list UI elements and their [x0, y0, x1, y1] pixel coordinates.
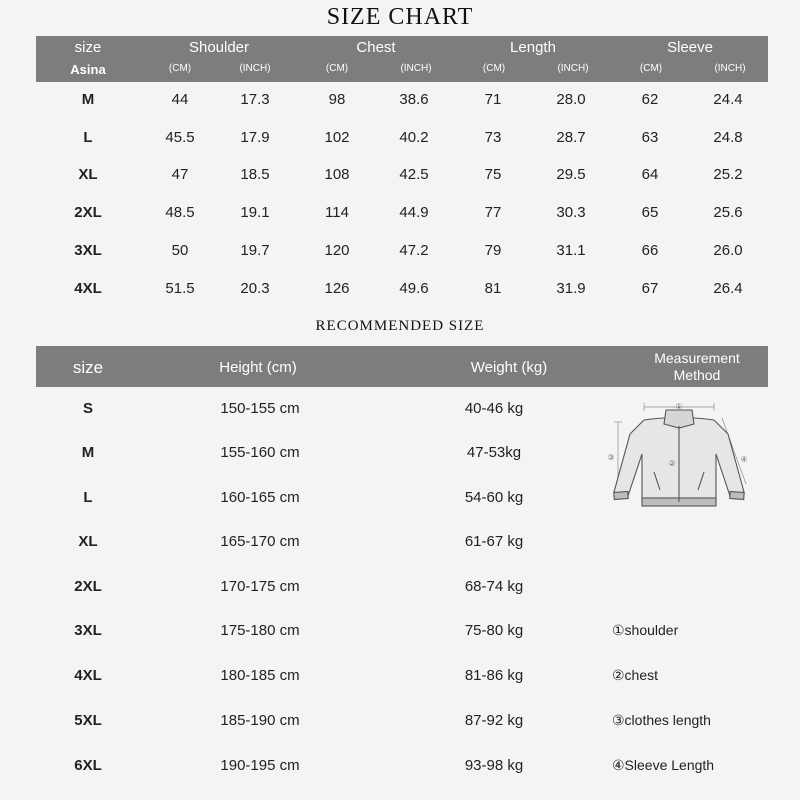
header-brand-label: Asina: [70, 62, 106, 77]
value-cell: 66: [641, 242, 659, 259]
value-cell: 42.5: [399, 166, 429, 183]
diagram-mark-sleeve: ④: [740, 455, 748, 464]
header-method-line1: Measurement: [654, 350, 740, 366]
header-unit: (CM): [482, 63, 506, 74]
size-cell: 2XL: [74, 204, 102, 221]
size-cell: L: [83, 489, 93, 506]
header-unit: (INCH): [239, 63, 271, 74]
size-cell: 4XL: [74, 280, 102, 297]
height-cell: 190-195 cm: [220, 757, 300, 774]
value-cell: 28.0: [556, 91, 586, 108]
size-cell: 5XL: [74, 712, 102, 729]
weight-cell: 75-80 kg: [464, 622, 524, 639]
value-cell: 63: [641, 129, 659, 146]
value-cell: 114: [325, 204, 349, 221]
header-unit: (CM): [168, 63, 192, 74]
weight-cell: 54-60 kg: [464, 489, 524, 506]
value-cell: 20.3: [240, 280, 270, 297]
value-cell: 25.2: [713, 166, 743, 183]
size-cell: M: [81, 444, 95, 461]
height-cell: 185-190 cm: [220, 712, 300, 729]
value-cell: 45.5: [165, 129, 195, 146]
header-group-length: Length: [510, 39, 556, 56]
weight-cell: 68-74 kg: [464, 578, 524, 595]
value-cell: 73: [484, 129, 502, 146]
value-cell: 79: [484, 242, 502, 259]
size-cell: 6XL: [74, 757, 102, 774]
value-cell: 47: [171, 166, 189, 183]
value-cell: 44.9: [399, 204, 429, 221]
height-cell: 170-175 cm: [220, 578, 300, 595]
value-cell: 64: [641, 166, 659, 183]
header-unit: (INCH): [557, 63, 589, 74]
jacket-measurement-diagram: [604, 398, 754, 518]
value-cell: 108: [324, 166, 350, 183]
value-cell: 67: [641, 280, 659, 297]
value-cell: 47.2: [399, 242, 429, 259]
header-method-line2: Method: [673, 367, 721, 383]
value-cell: 31.1: [556, 242, 586, 259]
size-chart-header: [36, 36, 768, 82]
value-cell: 51.5: [165, 280, 195, 297]
height-cell: 165-170 cm: [220, 533, 300, 550]
value-cell: 19.1: [240, 204, 270, 221]
header-unit: (INCH): [400, 63, 432, 74]
value-cell: 44: [171, 91, 189, 108]
value-cell: 26.0: [713, 242, 743, 259]
value-cell: 102: [324, 129, 350, 146]
value-cell: 75: [484, 166, 502, 183]
size-cell: 3XL: [74, 622, 102, 639]
value-cell: 48.5: [165, 204, 195, 221]
height-cell: 175-180 cm: [220, 622, 300, 639]
weight-cell: 87-92 kg: [464, 712, 524, 729]
diagram-mark-chest: ②: [668, 459, 676, 468]
weight-cell: 40-46 kg: [464, 400, 524, 417]
size-cell: 4XL: [74, 667, 102, 684]
weight-cell: 93-98 kg: [464, 757, 524, 774]
header-group-shoulder: Shoulder: [188, 39, 250, 56]
weight-cell: 81-86 kg: [464, 667, 524, 684]
value-cell: 19.7: [240, 242, 270, 259]
size-chart-title: SIZE CHART: [326, 4, 474, 30]
value-cell: 25.6: [713, 204, 743, 221]
value-cell: 24.8: [713, 129, 743, 146]
value-cell: 62: [641, 91, 659, 108]
weight-cell: 61-67 kg: [464, 533, 524, 550]
value-cell: 49.6: [399, 280, 429, 297]
value-cell: 50: [171, 242, 189, 259]
value-cell: 77: [484, 204, 502, 221]
header-height: Height (cm): [219, 359, 297, 376]
value-cell: 38.6: [399, 91, 429, 108]
legend-sleeve-length: ④Sleeve Length: [612, 757, 715, 773]
value-cell: 17.3: [240, 91, 270, 108]
header-group-chest: Chest: [356, 39, 396, 56]
height-cell: 160-165 cm: [220, 489, 300, 506]
height-cell: 155-160 cm: [220, 444, 300, 461]
value-cell: 30.3: [556, 204, 586, 221]
header-size-label: size: [74, 39, 102, 56]
size-cell: 3XL: [74, 242, 102, 259]
size-cell: L: [83, 129, 93, 146]
header-unit: (CM): [325, 63, 349, 74]
recommended-header: [36, 346, 768, 387]
value-cell: 98: [328, 91, 346, 108]
value-cell: 120: [324, 242, 350, 259]
legend-shoulder: ①shoulder: [612, 622, 679, 638]
header-weight: Weight (kg): [470, 359, 548, 376]
size-cell: XL: [78, 166, 98, 183]
value-cell: 17.9: [240, 129, 270, 146]
header-group-sleeve: Sleeve: [667, 39, 713, 56]
size-cell: M: [81, 91, 95, 108]
value-cell: 65: [641, 204, 659, 221]
header-unit: (INCH): [714, 63, 746, 74]
value-cell: 40.2: [399, 129, 429, 146]
value-cell: 24.4: [713, 91, 743, 108]
legend-chest: ②chest: [612, 667, 659, 683]
value-cell: 71: [484, 91, 502, 108]
recommended-size-title: RECOMMENDED SIZE: [315, 318, 485, 334]
size-cell: 2XL: [74, 578, 102, 595]
value-cell: 18.5: [240, 166, 270, 183]
weight-cell: 47-53kg: [466, 444, 522, 461]
value-cell: 26.4: [713, 280, 743, 297]
height-cell: 150-155 cm: [220, 400, 300, 417]
value-cell: 31.9: [556, 280, 586, 297]
value-cell: 81: [484, 280, 502, 297]
height-cell: 180-185 cm: [220, 667, 300, 684]
size-cell: XL: [78, 533, 98, 550]
value-cell: 28.7: [556, 129, 586, 146]
diagram-mark-shoulder: ①: [675, 402, 683, 411]
value-cell: 29.5: [556, 166, 586, 183]
header-unit: (CM): [639, 63, 663, 74]
legend-clothes-length: ③clothes length: [612, 712, 711, 728]
size-cell: S: [82, 400, 93, 417]
diagram-mark-length: ③: [607, 453, 615, 462]
header-size-label: size: [72, 358, 104, 377]
value-cell: 126: [324, 280, 350, 297]
